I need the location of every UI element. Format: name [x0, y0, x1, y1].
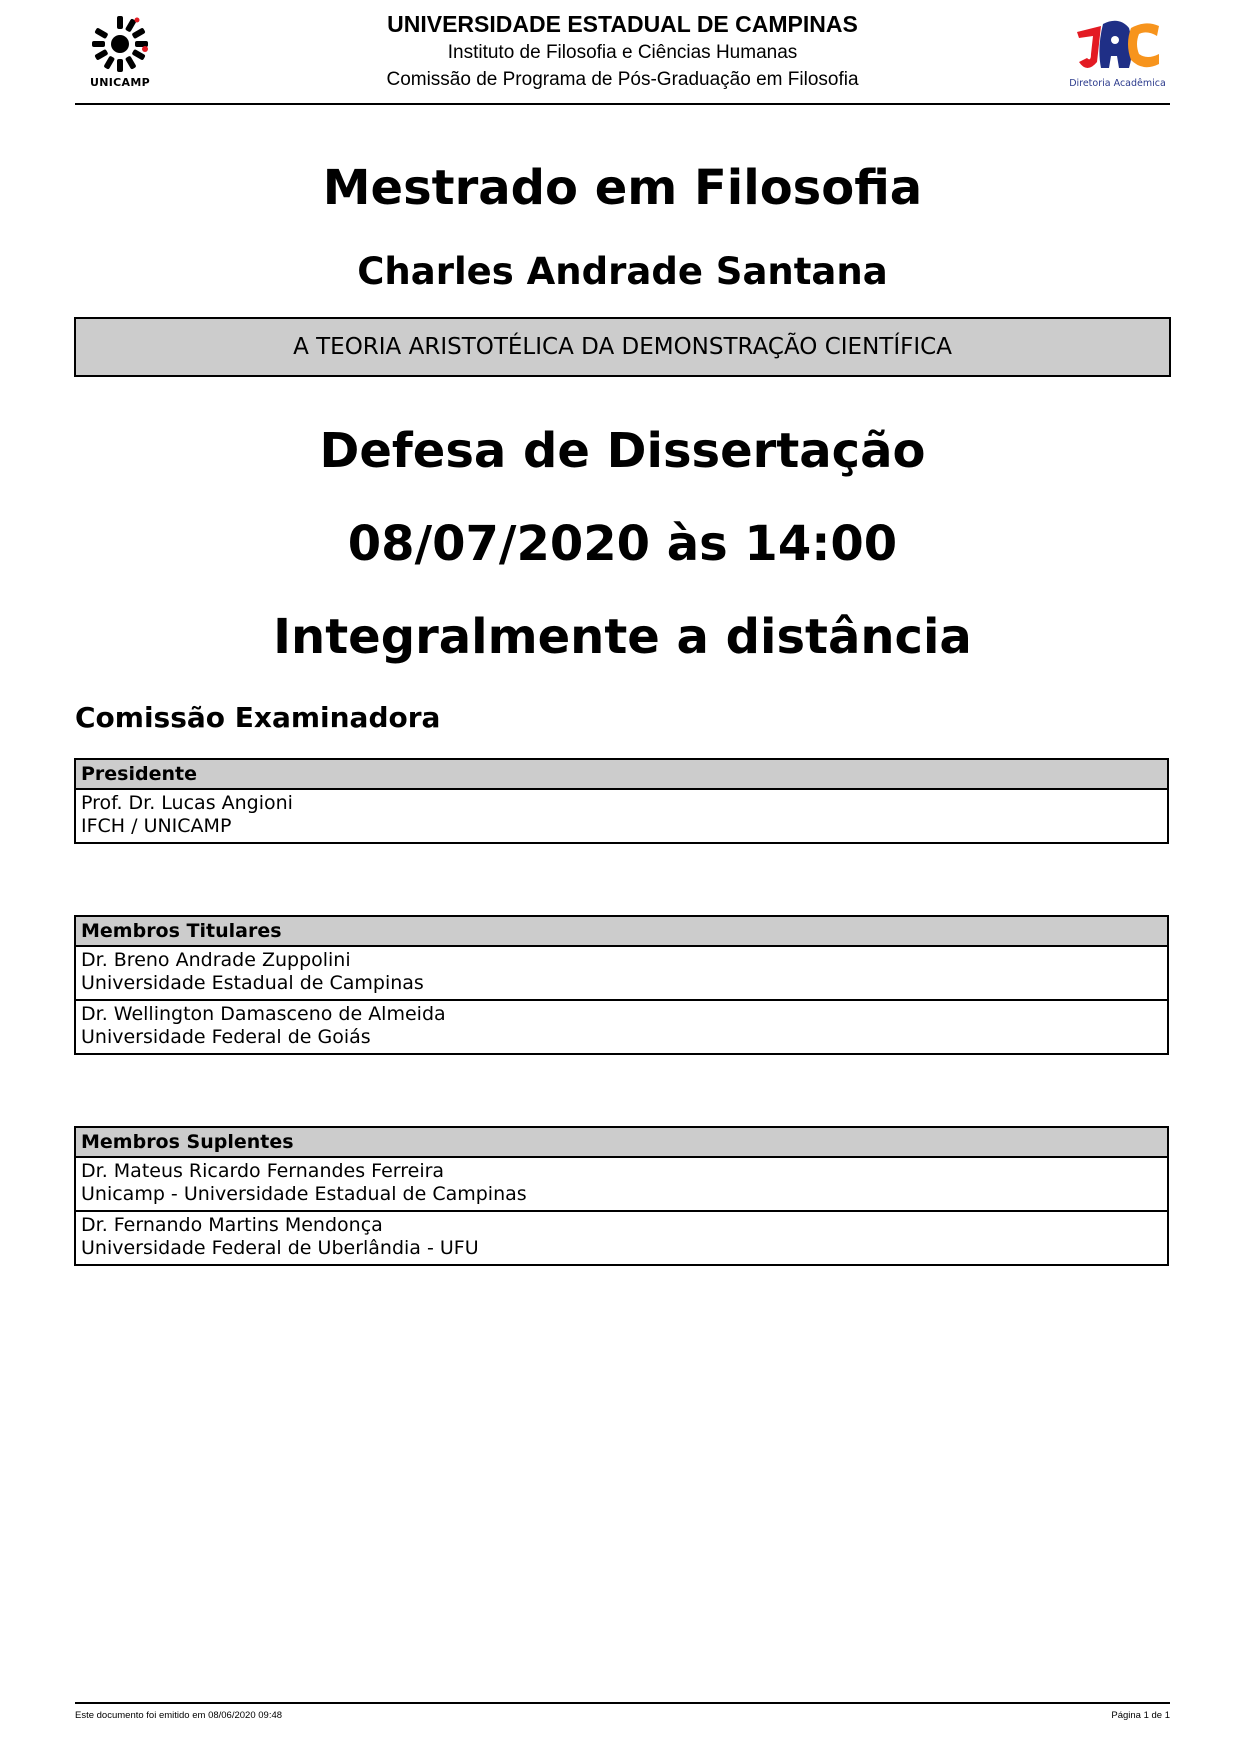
table-row — [75, 946, 1168, 1000]
table-row — [75, 789, 1168, 843]
university-name: UNIVERSIDADE ESTADUAL DE CAMPINAS — [387, 11, 858, 37]
document-footer — [75, 1702, 1170, 1721]
program-title: Mestrado em Filosofia — [322, 160, 923, 216]
member-affiliation: Unicamp - Universidade Estadual de Campinas — [81, 1183, 527, 1205]
institute-name: Instituto de Filosofia e Ciências Humanas — [447, 42, 798, 63]
member-cell — [75, 1211, 1168, 1265]
header-text-block — [75, 10, 1170, 93]
member-affiliation: Universidade Federal de Goiás — [81, 1026, 371, 1048]
committee-heading: Comissão Examinadora — [75, 701, 441, 734]
dac-logo-text: Diretoria Acadêmica — [1069, 78, 1166, 89]
titulares-header: Membros Titulares — [75, 916, 1168, 946]
member-name: Dr. Fernando Martins Mendonça — [81, 1214, 383, 1236]
page-number: Página 1 de 1 — [1111, 1710, 1170, 1721]
dac-logo — [1065, 18, 1170, 96]
president-header: Presidente — [75, 759, 1168, 789]
member-name: Prof. Dr. Lucas Angioni — [81, 792, 293, 814]
event-datetime: 08/07/2020 às 14:00 — [347, 516, 898, 572]
member-cell — [75, 1157, 1168, 1211]
table-row — [75, 1000, 1168, 1054]
president-table — [74, 758, 1169, 844]
issued-date: Este documento foi emitido em 08/06/2020 09:48 — [75, 1710, 283, 1721]
member-name: Dr. Wellington Damasceno de Almeida — [81, 1003, 446, 1025]
member-affiliation: Universidade Estadual de Campinas — [81, 972, 424, 994]
event-type: Defesa de Dissertação — [319, 423, 926, 479]
table-row — [75, 1211, 1168, 1265]
event-mode: Integralmente a distância — [273, 609, 972, 665]
member-cell — [75, 789, 1168, 843]
member-cell — [75, 1000, 1168, 1054]
member-cell — [75, 946, 1168, 1000]
member-name: Dr. Mateus Ricardo Fernandes Ferreira — [81, 1160, 445, 1182]
commission-name: Comissão de Programa de Pós-Graduação em Filosofia — [386, 69, 859, 90]
thesis-title-box: A TEORIA ARISTOTÉLICA DA DEMONSTRAÇÃO CIENTÍFICA — [74, 317, 1171, 377]
suplentes-table — [74, 1126, 1169, 1266]
dac-emblem-icon — [1073, 18, 1163, 76]
member-name: Dr. Breno Andrade Zuppolini — [81, 949, 351, 971]
student-name: Charles Andrade Santana — [357, 250, 888, 293]
member-affiliation: Universidade Federal de Uberlândia - UFU — [81, 1237, 479, 1259]
unicamp-logo-text: UNICAMP — [90, 76, 150, 89]
suplentes-header: Membros Suplentes — [75, 1127, 1168, 1157]
table-row — [75, 1157, 1168, 1211]
titulares-table — [74, 915, 1169, 1055]
document-header — [75, 0, 1170, 105]
member-affiliation: IFCH / UNICAMP — [81, 815, 232, 837]
